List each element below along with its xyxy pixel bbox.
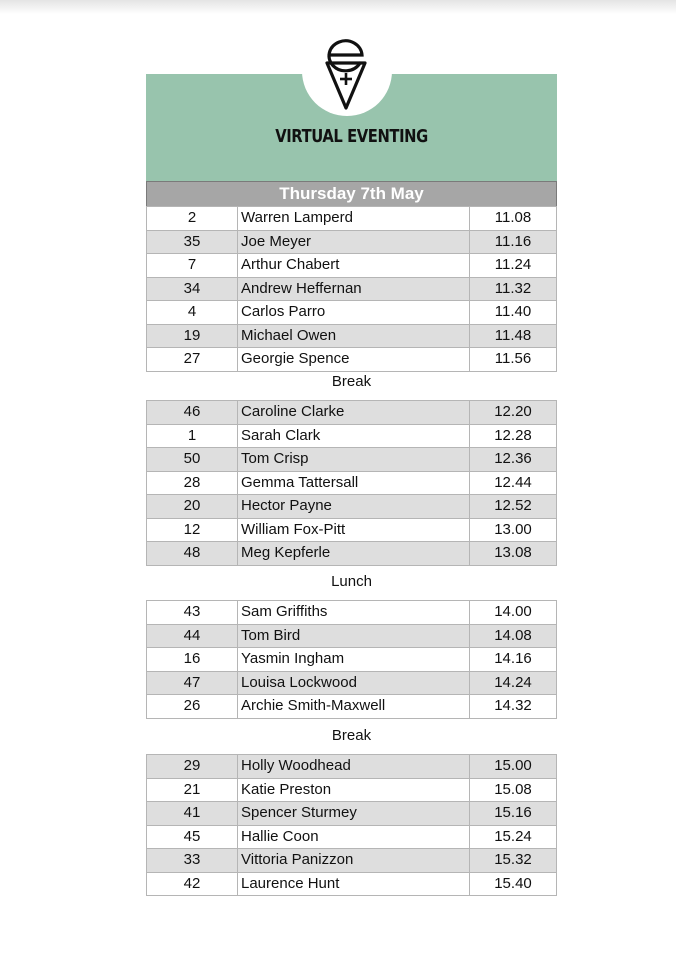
table-row [147, 825, 557, 849]
competitor-number: 4 [147, 301, 238, 325]
start-time: 15.08 [470, 778, 557, 802]
schedule-table-session-2 [146, 400, 557, 566]
rider-name: Vittoria Panizzon [238, 849, 470, 873]
table-row [147, 448, 557, 472]
table-row [147, 324, 557, 348]
rider-name: Archie Smith-Maxwell [238, 695, 470, 719]
table-row [147, 471, 557, 495]
table-row [147, 518, 557, 542]
table-row [147, 230, 557, 254]
rider-name: Gemma Tattersall [238, 471, 470, 495]
start-time: 12.44 [470, 471, 557, 495]
rider-name: Tom Crisp [238, 448, 470, 472]
competitor-number: 48 [147, 542, 238, 566]
rider-name: Sam Griffiths [238, 601, 470, 625]
start-time: 11.40 [470, 301, 557, 325]
rider-name: Louisa Lockwood [238, 671, 470, 695]
schedule-table-session-3 [146, 600, 557, 719]
competitor-number: 33 [147, 849, 238, 873]
start-time: 15.40 [470, 872, 557, 896]
rider-name: Hallie Coon [238, 825, 470, 849]
start-time: 11.48 [470, 324, 557, 348]
start-time: 14.08 [470, 624, 557, 648]
rider-name: Arthur Chabert [238, 254, 470, 278]
start-time: 14.24 [470, 671, 557, 695]
start-time: 13.00 [470, 518, 557, 542]
table-row [147, 424, 557, 448]
rider-name: Carlos Parro [238, 301, 470, 325]
start-time: 14.00 [470, 601, 557, 625]
competitor-number: 26 [147, 695, 238, 719]
rider-name: Michael Owen [238, 324, 470, 348]
start-time: 11.32 [470, 277, 557, 301]
table-row [147, 624, 557, 648]
competitor-number: 44 [147, 624, 238, 648]
start-time: 14.32 [470, 695, 557, 719]
table-row [147, 348, 557, 372]
competitor-number: 50 [147, 448, 238, 472]
start-time: 15.16 [470, 802, 557, 826]
top-shadow [0, 0, 676, 14]
break-label: Break [331, 373, 372, 390]
table-row [147, 207, 557, 231]
start-time: 15.24 [470, 825, 557, 849]
table-row [147, 872, 557, 896]
competitor-number: 47 [147, 671, 238, 695]
competitor-number: 46 [147, 401, 238, 425]
competitor-number: 27 [147, 348, 238, 372]
rider-name: Holly Woodhead [238, 755, 470, 779]
competitor-number: 29 [147, 755, 238, 779]
competitor-number: 12 [147, 518, 238, 542]
brand-title: VIRTUAL EVENTING [275, 126, 428, 147]
rider-name: William Fox-Pitt [238, 518, 470, 542]
table-row [147, 671, 557, 695]
rider-name: Andrew Heffernan [238, 277, 470, 301]
table-row [147, 254, 557, 278]
rider-name: Laurence Hunt [238, 872, 470, 896]
rider-name: Meg Kepferle [238, 542, 470, 566]
table-row [147, 802, 557, 826]
competitor-number: 42 [147, 872, 238, 896]
start-time: 12.20 [470, 401, 557, 425]
table-row [147, 542, 557, 566]
rider-name: Yasmin Ingham [238, 648, 470, 672]
competitor-number: 20 [147, 495, 238, 519]
competitor-number: 34 [147, 277, 238, 301]
day-heading: Thursday 7th May [146, 181, 557, 207]
rider-name: Sarah Clark [238, 424, 470, 448]
table-row [147, 849, 557, 873]
table-row [147, 277, 557, 301]
start-time: 15.32 [470, 849, 557, 873]
rider-name: Hector Payne [238, 495, 470, 519]
rider-name: Joe Meyer [238, 230, 470, 254]
table-row [147, 495, 557, 519]
competitor-number: 43 [147, 601, 238, 625]
start-time: 11.08 [470, 207, 557, 231]
rider-name: Spencer Sturmey [238, 802, 470, 826]
schedule-table-session-1 [146, 206, 557, 372]
start-time: 11.24 [470, 254, 557, 278]
table-row [147, 401, 557, 425]
start-time: 12.36 [470, 448, 557, 472]
rider-name: Warren Lamperd [238, 207, 470, 231]
rider-name: Caroline Clarke [238, 401, 470, 425]
table-row [147, 778, 557, 802]
start-time: 12.28 [470, 424, 557, 448]
competitor-number: 45 [147, 825, 238, 849]
start-time: 11.56 [470, 348, 557, 372]
competitor-number: 35 [147, 230, 238, 254]
rider-name: Tom Bird [238, 624, 470, 648]
rider-name: Katie Preston [238, 778, 470, 802]
start-time: 14.16 [470, 648, 557, 672]
start-time: 11.16 [470, 230, 557, 254]
table-row [147, 301, 557, 325]
competitor-number: 1 [147, 424, 238, 448]
competitor-number: 28 [147, 471, 238, 495]
schedule-table-session-4 [146, 754, 557, 896]
competitor-number: 16 [147, 648, 238, 672]
rider-name: Georgie Spence [238, 348, 470, 372]
start-time: 12.52 [470, 495, 557, 519]
lunch-label: Lunch [331, 573, 372, 590]
competitor-number: 2 [147, 207, 238, 231]
table-row [147, 601, 557, 625]
start-time: 13.08 [470, 542, 557, 566]
table-row [147, 695, 557, 719]
competitor-number: 19 [147, 324, 238, 348]
start-time: 15.00 [470, 755, 557, 779]
table-row [147, 755, 557, 779]
table-row [147, 648, 557, 672]
ice-cream-cone-e-logo-icon [322, 37, 370, 111]
competitor-number: 21 [147, 778, 238, 802]
competitor-number: 41 [147, 802, 238, 826]
competitor-number: 7 [147, 254, 238, 278]
break-label: Break [331, 727, 372, 744]
